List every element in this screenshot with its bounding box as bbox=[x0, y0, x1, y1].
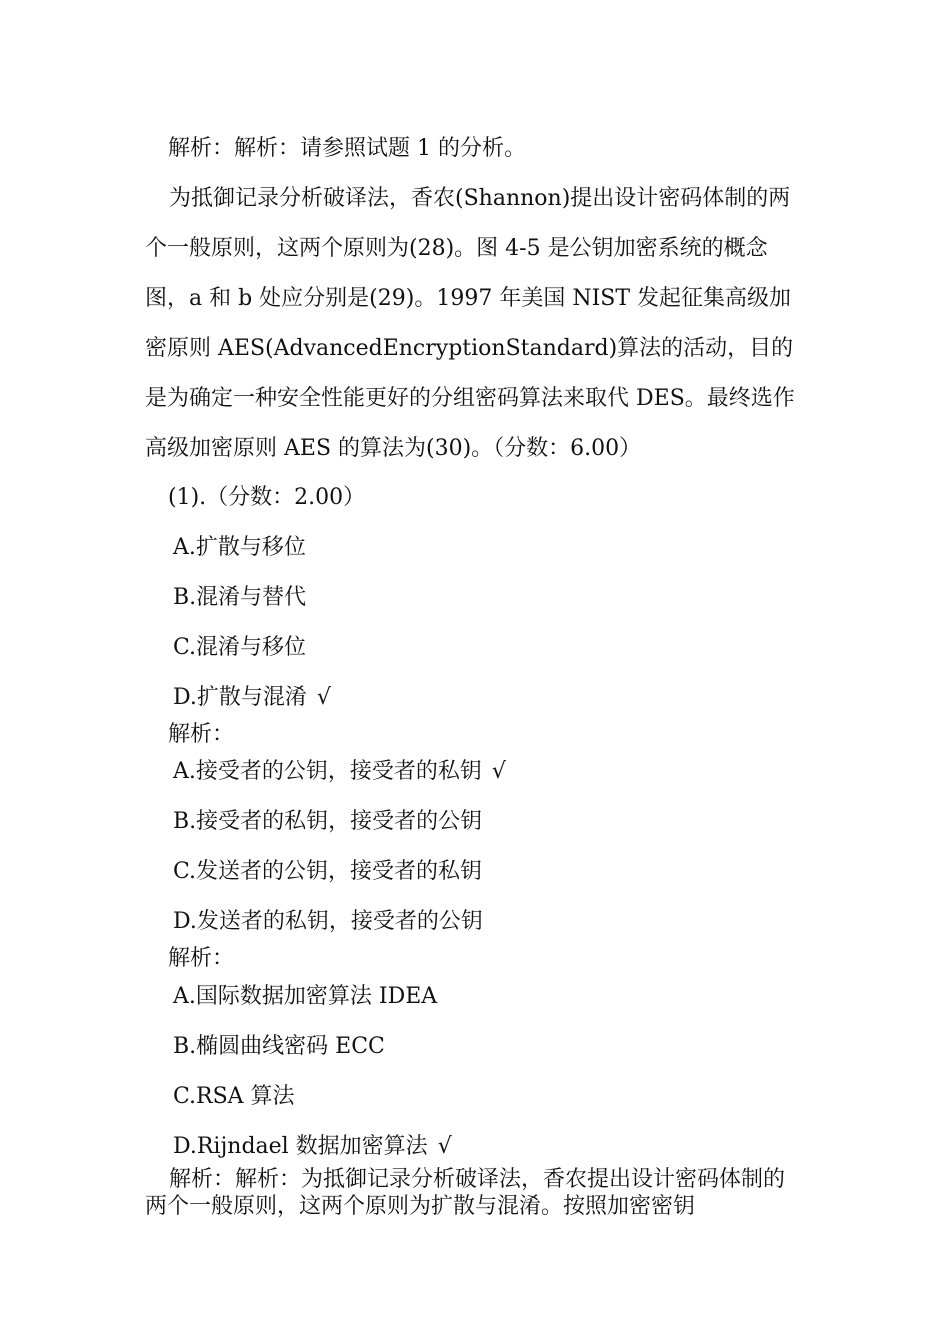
option-text: C.发送者的公钥，接受者的私钥 bbox=[173, 859, 483, 884]
option-2b bbox=[173, 807, 482, 837]
option-1d bbox=[173, 683, 331, 713]
option-text: A.接受者的公钥，接受者的私钥 bbox=[173, 759, 482, 784]
option-1a bbox=[173, 533, 306, 563]
analysis-label-1: 解析： bbox=[168, 722, 235, 747]
option-2c bbox=[173, 857, 482, 887]
option-3b bbox=[173, 1032, 385, 1062]
check-mark-icon: √ bbox=[437, 1134, 452, 1159]
option-2d bbox=[173, 907, 483, 937]
option-text: B.接受者的私钥，接受者的公钥 bbox=[173, 809, 483, 834]
check-mark-icon: √ bbox=[316, 685, 331, 710]
option-text: B.混淆与替代 bbox=[173, 585, 307, 610]
question-stem: 为抵御记录分析破译法，香农(Shannon)提出设计密码体制的两个一般原则，这两个原则为(28)。图 4-5 是公钥加密系统的概念图，a 和 b 处应分别是(29)。1997 年美国 NIST 发起征集高级加密原则 AES(AdvancedEncryptionStandard)算法的活动，目的是为确定一种安全性能更好的分组密码算法来取代 DES。最终选作高级加密原则 AES 的算法为(30)。（分数：6.00） bbox=[145, 186, 795, 461]
option-text: B.椭圆曲线密码 ECC bbox=[173, 1034, 385, 1059]
sub-question-label: (1).（分数：2.00） bbox=[168, 485, 366, 510]
option-1b bbox=[173, 583, 306, 613]
option-2a bbox=[173, 757, 506, 787]
option-text: D.Rijndael 数据加密算法 bbox=[173, 1134, 428, 1159]
option-3c bbox=[173, 1082, 295, 1112]
option-3a bbox=[173, 982, 437, 1012]
option-text: A.扩散与移位 bbox=[173, 535, 306, 560]
option-1c bbox=[173, 633, 306, 663]
check-mark-icon: √ bbox=[491, 759, 506, 784]
intro-analysis: 解析：解析：请参照试题 1 的分析。 bbox=[168, 136, 526, 161]
analysis-label-2: 解析： bbox=[168, 946, 235, 971]
option-text: C.混淆与移位 bbox=[173, 635, 307, 660]
option-3d bbox=[173, 1132, 452, 1162]
option-text: C.RSA 算法 bbox=[173, 1084, 295, 1109]
option-text: D.发送者的私钥，接受者的公钥 bbox=[173, 909, 483, 934]
option-text: D.扩散与混淆 bbox=[173, 685, 307, 710]
final-analysis: 解析：解析：为抵御记录分析破译法，香农提出设计密码体制的两个一般原则，这两个原则为扩散与混淆。按照加密密钥 bbox=[145, 1167, 786, 1219]
option-text: A.国际数据加密算法 IDEA bbox=[173, 984, 438, 1009]
